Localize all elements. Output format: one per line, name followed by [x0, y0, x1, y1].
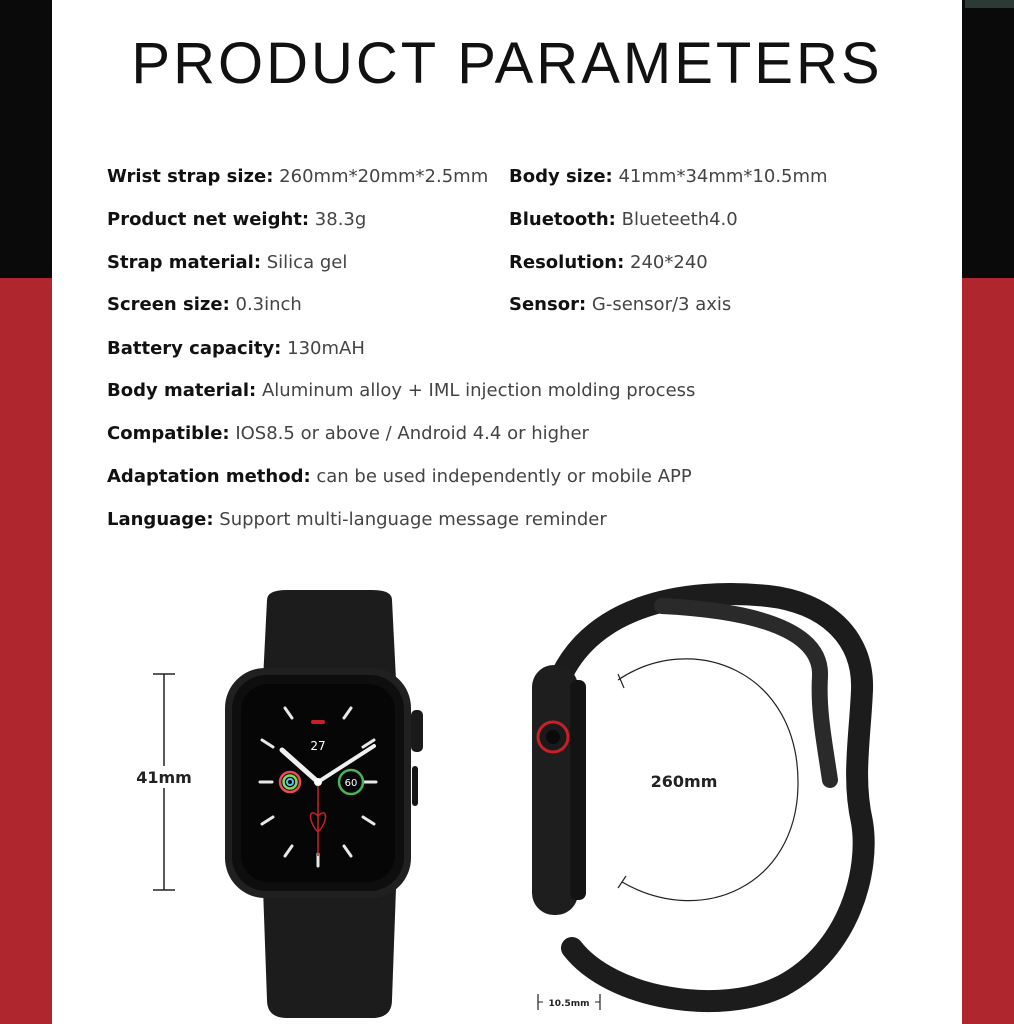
front-watch	[225, 590, 423, 1018]
strap-length-label: 260mm	[650, 772, 718, 791]
spec-value: 38.3g	[309, 209, 367, 230]
loop-strap-inner	[662, 606, 830, 780]
spec-label: Resolution:	[509, 252, 625, 273]
spec-label: Battery capacity:	[107, 338, 282, 359]
spec-wrist-strap-size	[107, 166, 488, 187]
digital-crown	[411, 710, 423, 752]
spec-label: Product net weight:	[107, 209, 310, 230]
spec-value: IOS8.5 or above / Android 4.4 or higher	[229, 423, 589, 444]
spec-label: Body size:	[509, 166, 613, 187]
height-dimension-label: 41mm	[136, 768, 192, 787]
spec-adaptation-method	[107, 466, 692, 487]
spec-value: Silica gel	[261, 252, 348, 273]
top-corner-accent	[965, 0, 1014, 8]
spec-value: 130mAH	[281, 338, 365, 359]
spec-label: Adaptation method:	[107, 466, 311, 487]
spec-value: Support multi-language message reminder	[213, 509, 607, 530]
front-top-strap	[263, 590, 396, 680]
spec-resolution	[509, 252, 708, 273]
spec-compatible	[107, 423, 589, 444]
spec-language	[107, 509, 607, 530]
spec-net-weight	[107, 209, 366, 230]
spec-bluetooth	[509, 209, 738, 230]
spec-value: G-sensor/3 axis	[586, 294, 732, 315]
spec-label: Body material:	[107, 380, 257, 401]
side-crown-center	[546, 730, 560, 744]
spec-label: Screen size:	[107, 294, 230, 315]
side-button	[412, 766, 418, 806]
spec-value: 240*240	[624, 252, 708, 273]
spec-value: 0.3inch	[229, 294, 302, 315]
spec-label: Bluetooth:	[509, 209, 616, 230]
watch-face-heart-rate: 60	[344, 778, 358, 789]
spec-screen-size	[107, 294, 302, 315]
spec-value: 41mm*34mm*10.5mm	[612, 166, 828, 187]
spec-value: 260mm*20mm*2.5mm	[273, 166, 489, 187]
thickness-label: 10.5mm	[548, 999, 590, 1009]
spec-body-material	[107, 380, 695, 401]
spec-strap-material	[107, 252, 347, 273]
date-day-marker	[311, 720, 325, 724]
spec-label: Sensor:	[509, 294, 587, 315]
spec-label: Compatible:	[107, 423, 230, 444]
side-watch	[532, 594, 864, 1001]
spec-label: Language:	[107, 509, 214, 530]
arc-end-tick-bottom	[618, 876, 626, 888]
spec-label: Strap material:	[107, 252, 262, 273]
spec-value: Blueteeth4.0	[615, 209, 738, 230]
spec-value: Aluminum alloy + IML injection molding process	[256, 380, 696, 401]
watch-face-date: 27	[310, 739, 326, 753]
spec-sensor	[509, 294, 731, 315]
center-pin	[314, 778, 322, 786]
spec-label: Wrist strap size:	[107, 166, 274, 187]
watch-illustration	[52, 570, 962, 1024]
content-panel	[52, 0, 962, 1024]
page-title: PRODUCT PARAMETERS	[131, 31, 883, 96]
spec-body-size	[509, 166, 828, 187]
front-bottom-strap	[263, 888, 396, 1018]
spec-value: can be used independently or mobile APP	[310, 466, 692, 487]
side-watch-back	[570, 680, 586, 900]
spec-battery-capacity	[107, 338, 365, 359]
